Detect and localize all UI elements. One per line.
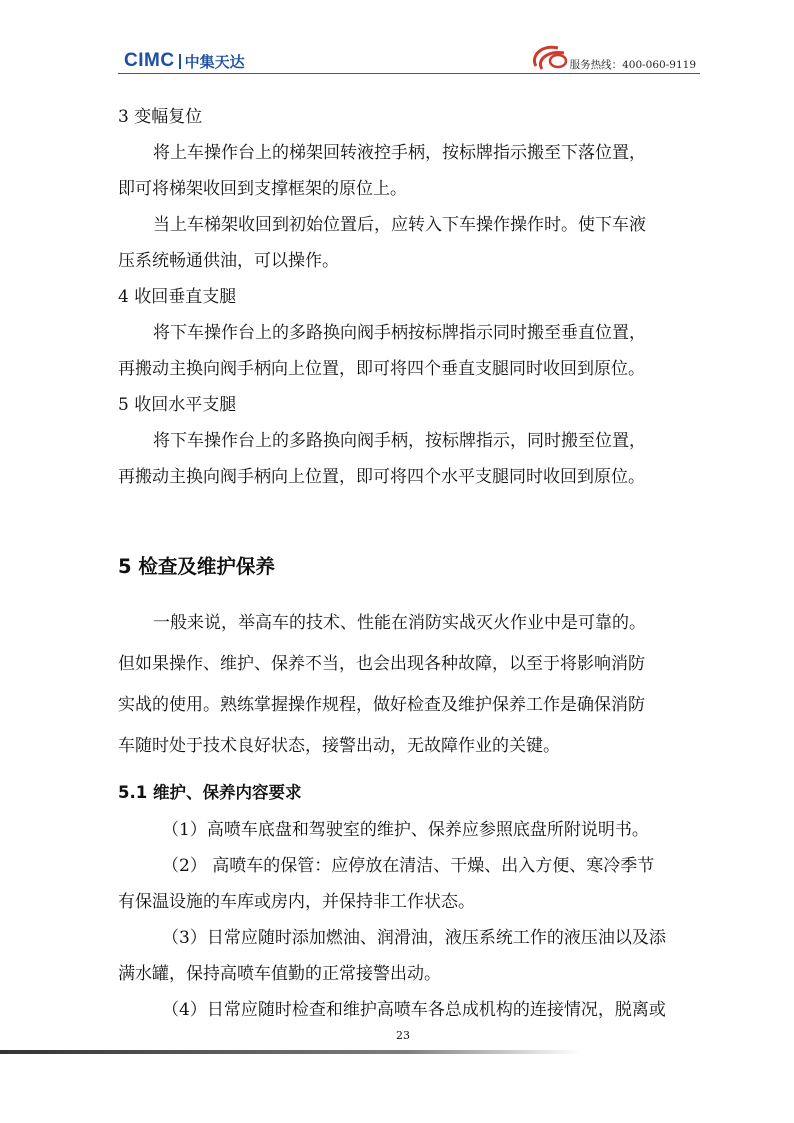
paragraph-line: 压系统畅通供油，可以操作。 [118,251,339,271]
paragraph-line: 实战的使用。熟练掌握操作规程，做好检查及维护保养工作是确保消防 [118,695,645,715]
logo-chinese: 中集天达 [184,52,245,71]
paragraph-line: 但如果操作、维护、保养不当，也会出现各种故障，以至于将影响消防 [118,654,645,674]
header-divider [118,73,700,74]
footer-divider [0,1050,580,1054]
paragraph-line: 当上车梯架收回到初始位置后，应转入下车操作操作时。使下车液 [153,215,646,235]
list-item: （1）高喷车底盘和驾驶室的维护、保养应参照底盘所附说明书。 [162,820,649,840]
list-item: （2） 高喷车的保管：应停放在清洁、干燥、出入方便、寒冷季节 [162,856,655,876]
paragraph-line: 即可将梯架收回到支撑框架的原位上。 [118,179,407,199]
page-header [118,44,700,76]
page-number: 23 [396,1029,410,1042]
list-item-continuation: 有保温设施的车库或房内，并保持非工作状态。 [118,892,475,912]
paragraph-line: 将下车操作台上的多路换向阀手柄按标牌指示同时搬至垂直位置， [153,323,646,343]
paragraph-line: 将下车操作台上的多路换向阀手柄，按标牌指示，同时搬至位置， [153,431,646,451]
section-4-title: 4 收回垂直支腿 [118,287,237,307]
paragraph-line: 再搬动主换向阀手柄向上位置，即可将四个水平支腿同时收回到原位。 [118,467,645,487]
section-3-title: 3 变幅复位 [118,107,203,127]
logo-latin: CIMC [124,50,175,71]
list-item: （3）日常应随时添加燃油、润滑油，液压系统工作的液压油以及添 [162,928,666,948]
paragraph-line: 车随时处于技术良好状态，接警出动，无故障作业的关键。 [118,736,560,756]
list-item: （4）日常应随时检查和维护高喷车各总成机构的连接情况，脱离或 [162,1000,666,1020]
section-5-1-title: 5.1 维护、保养内容要求 [118,783,302,802]
paragraph-line: 再搬动主换向阀手柄向上位置，即可将四个垂直支腿同时收回到原位。 [118,359,645,379]
section-5-title: 5 收回水平支腿 [118,395,237,415]
paragraph-line: 一般来说，举高车的技术、性能在消防实战灭火作业中是可靠的。 [153,613,646,633]
cimc-logo [124,50,245,72]
list-item-continuation: 满水罐，保持高喷车值勤的正常接警出动。 [118,964,441,984]
service-hotline-text: 服务热线：400-060-9119 [569,59,696,71]
logo-divider [179,54,181,69]
chapter-title: 5 检查及维护保养 [118,555,275,578]
paragraph-line: 将上车操作台上的梯架回转液控手柄，按标牌指示搬至下落位置， [153,143,646,163]
